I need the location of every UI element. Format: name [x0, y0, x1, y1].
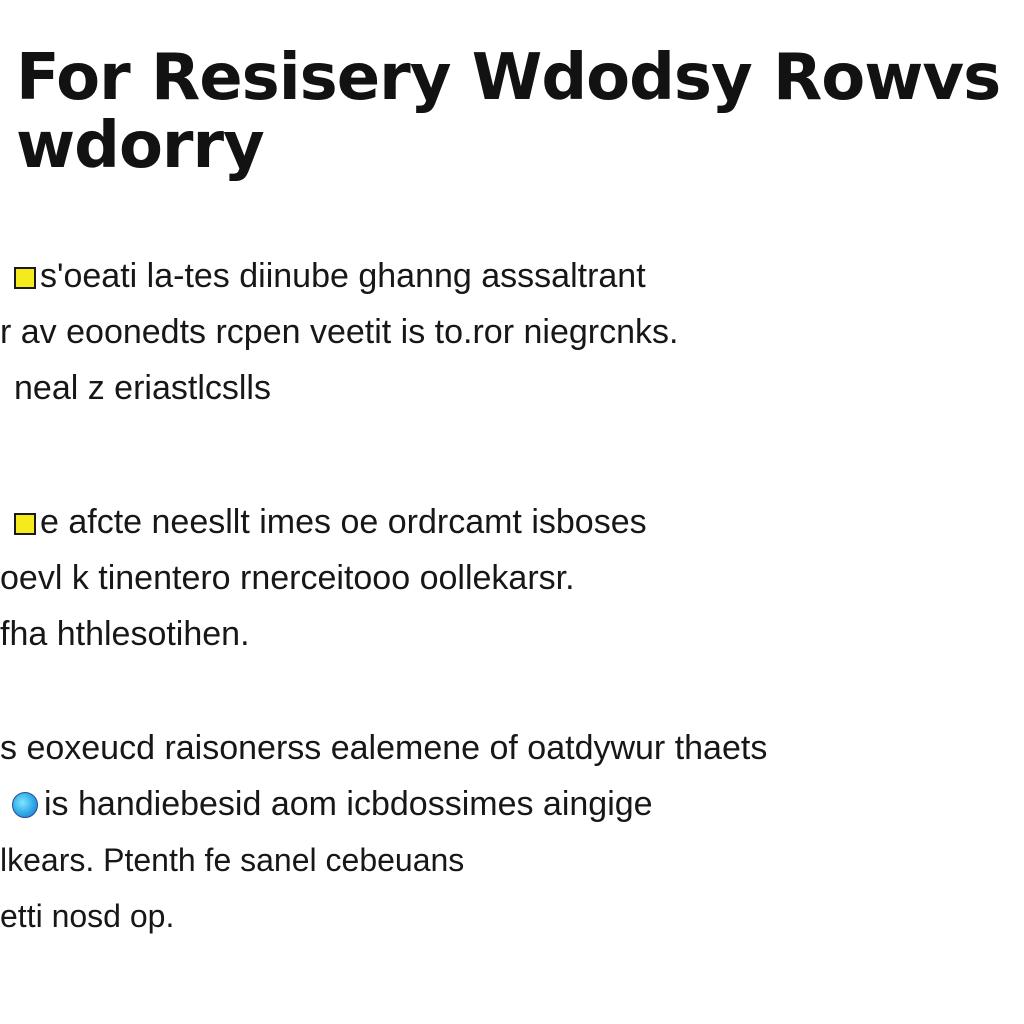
- paragraph-1: [0, 248, 1010, 416]
- paragraph-2-line-1: [0, 494, 1010, 550]
- paragraph-1-line-1-text: s'oeati la-tes diinube ghanng asssaltrant: [40, 257, 646, 295]
- paragraph-2-line-3: fha hthlesotihen.: [0, 615, 250, 653]
- blue-circle-bullet-icon: [12, 792, 38, 818]
- paragraph-3-line-3: lkears. Ptenth fe sanel cebeuans: [0, 842, 465, 878]
- paragraph-2-line-2: oevl k tinentero rnerceitooo oollekarsr.: [0, 559, 575, 597]
- paragraph-1-line-2: r av eoonedts rcpen veetit is to.ror niegrcnks.: [0, 313, 679, 351]
- title-line-2: wdorry: [16, 109, 264, 183]
- paragraph-3: [0, 720, 1010, 944]
- paragraph-2: [0, 494, 1010, 662]
- paragraph-3-line-4: etti nosd op.: [0, 898, 175, 934]
- paragraph-2-line-1-text: e afcte neesllt imes oe ordrcamt isboses: [40, 503, 647, 541]
- yellow-square-bullet-icon: [14, 267, 36, 289]
- paragraph-3-line-1: s eoxeucd raisonerss ealemene of oatdywur thaets: [0, 729, 768, 767]
- paragraph-1-line-1: [0, 248, 1010, 304]
- page-title: [16, 41, 1001, 183]
- paragraph-3-line-2-text: is handiebesid aom icbdossimes aingige: [44, 785, 653, 823]
- paragraph-1-line-3: neal z eriastlcslls: [14, 369, 271, 407]
- paragraph-3-line-2: [0, 776, 1010, 832]
- yellow-square-bullet-icon: [14, 513, 36, 535]
- title-line-1: For Resisery Wdodsy Rowvs: [16, 41, 1001, 115]
